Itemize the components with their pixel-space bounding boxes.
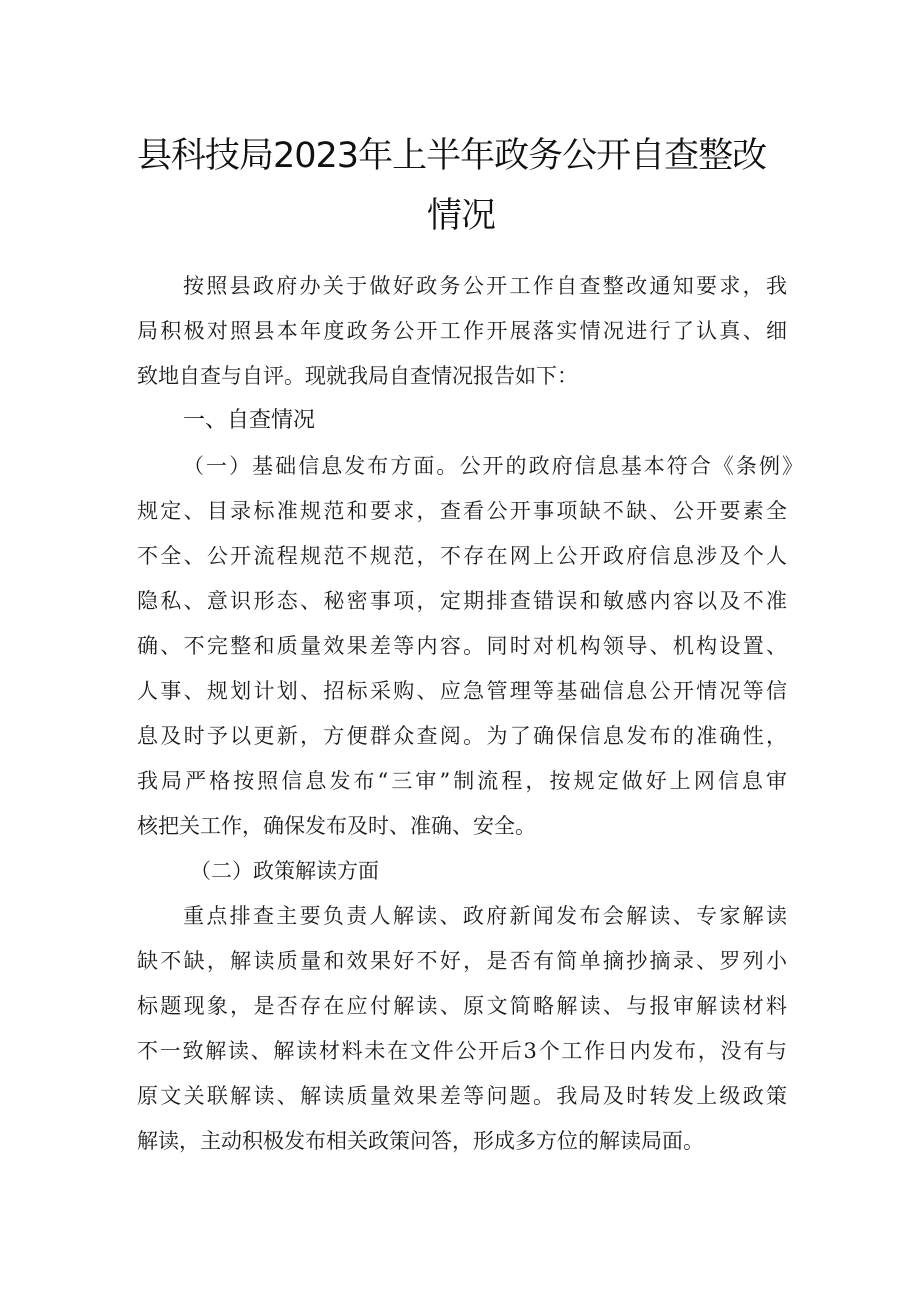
sub1-line: 核把关工作，确保发布及时、准确、安全。 [137,814,536,838]
sub2-line: 标题现象，是否存在应付解读、原文简略解读、与报审解读材料 [137,994,787,1018]
sub2-line: 重点排查主要负责人解读、政府新闻发布会解读、专家解读 [183,904,787,928]
document-title-line-1: 县科技局2023年上半年政务公开自查整改 [137,136,767,176]
sub1-line: （一）基础信息发布方面。公开的政府信息基本符合《条例》 [183,454,803,478]
intro-line: 局积极对照县本年度政务公开工作开展落实情况进行了认真、细 [137,319,787,343]
sub1-line: 隐私、意识形态、秘密事项，定期排查错误和敏感内容以及不准 [137,589,787,613]
sub1-line: 规定、目录标准规范和要求，查看公开事项缺不缺、公开要素全 [137,499,787,523]
sub1-line: 确、不完整和质量效果差等内容。同时对机构领导、机构设置、 [137,634,787,658]
sub2-heading: （二）政策解读方面 [190,859,379,883]
sub1-line: 人事、规划计划、招标采购、应急管理等基础信息公开情况等信 [137,679,787,703]
document-title-line-2: 情况 [427,196,496,236]
sub1-line: 我局严格按照信息发布“三审”制流程，按规定做好上网信息审 [137,769,787,793]
sub2-line: 解读，主动积极发布相关政策问答，形成多方位的解读局面。 [137,1129,704,1153]
section-heading-self-inspection: 一、自查情况 [183,408,316,433]
sub2-line: 缺不缺，解读质量和效果好不好，是否有简单摘抄摘录、罗列小 [137,949,787,973]
intro-line: 按照县政府办关于做好政务公开工作自查整改通知要求，我 [183,274,787,298]
sub2-line: 原文关联解读、解读质量效果差等问题。我局及时转发上级政策 [137,1084,787,1108]
sub1-line: 不全、公开流程规范不规范，不存在网上公开政府信息涉及个人 [137,544,787,568]
sub2-line: 不一致解读、解读材料未在文件公开后3个工作日内发布，没有与 [137,1039,787,1063]
intro-line: 致地自查与自评。现就我局自查情况报告如下： [137,364,578,388]
sub1-line: 息及时予以更新，方便群众查阅。为了确保信息发布的准确性， [137,724,787,748]
